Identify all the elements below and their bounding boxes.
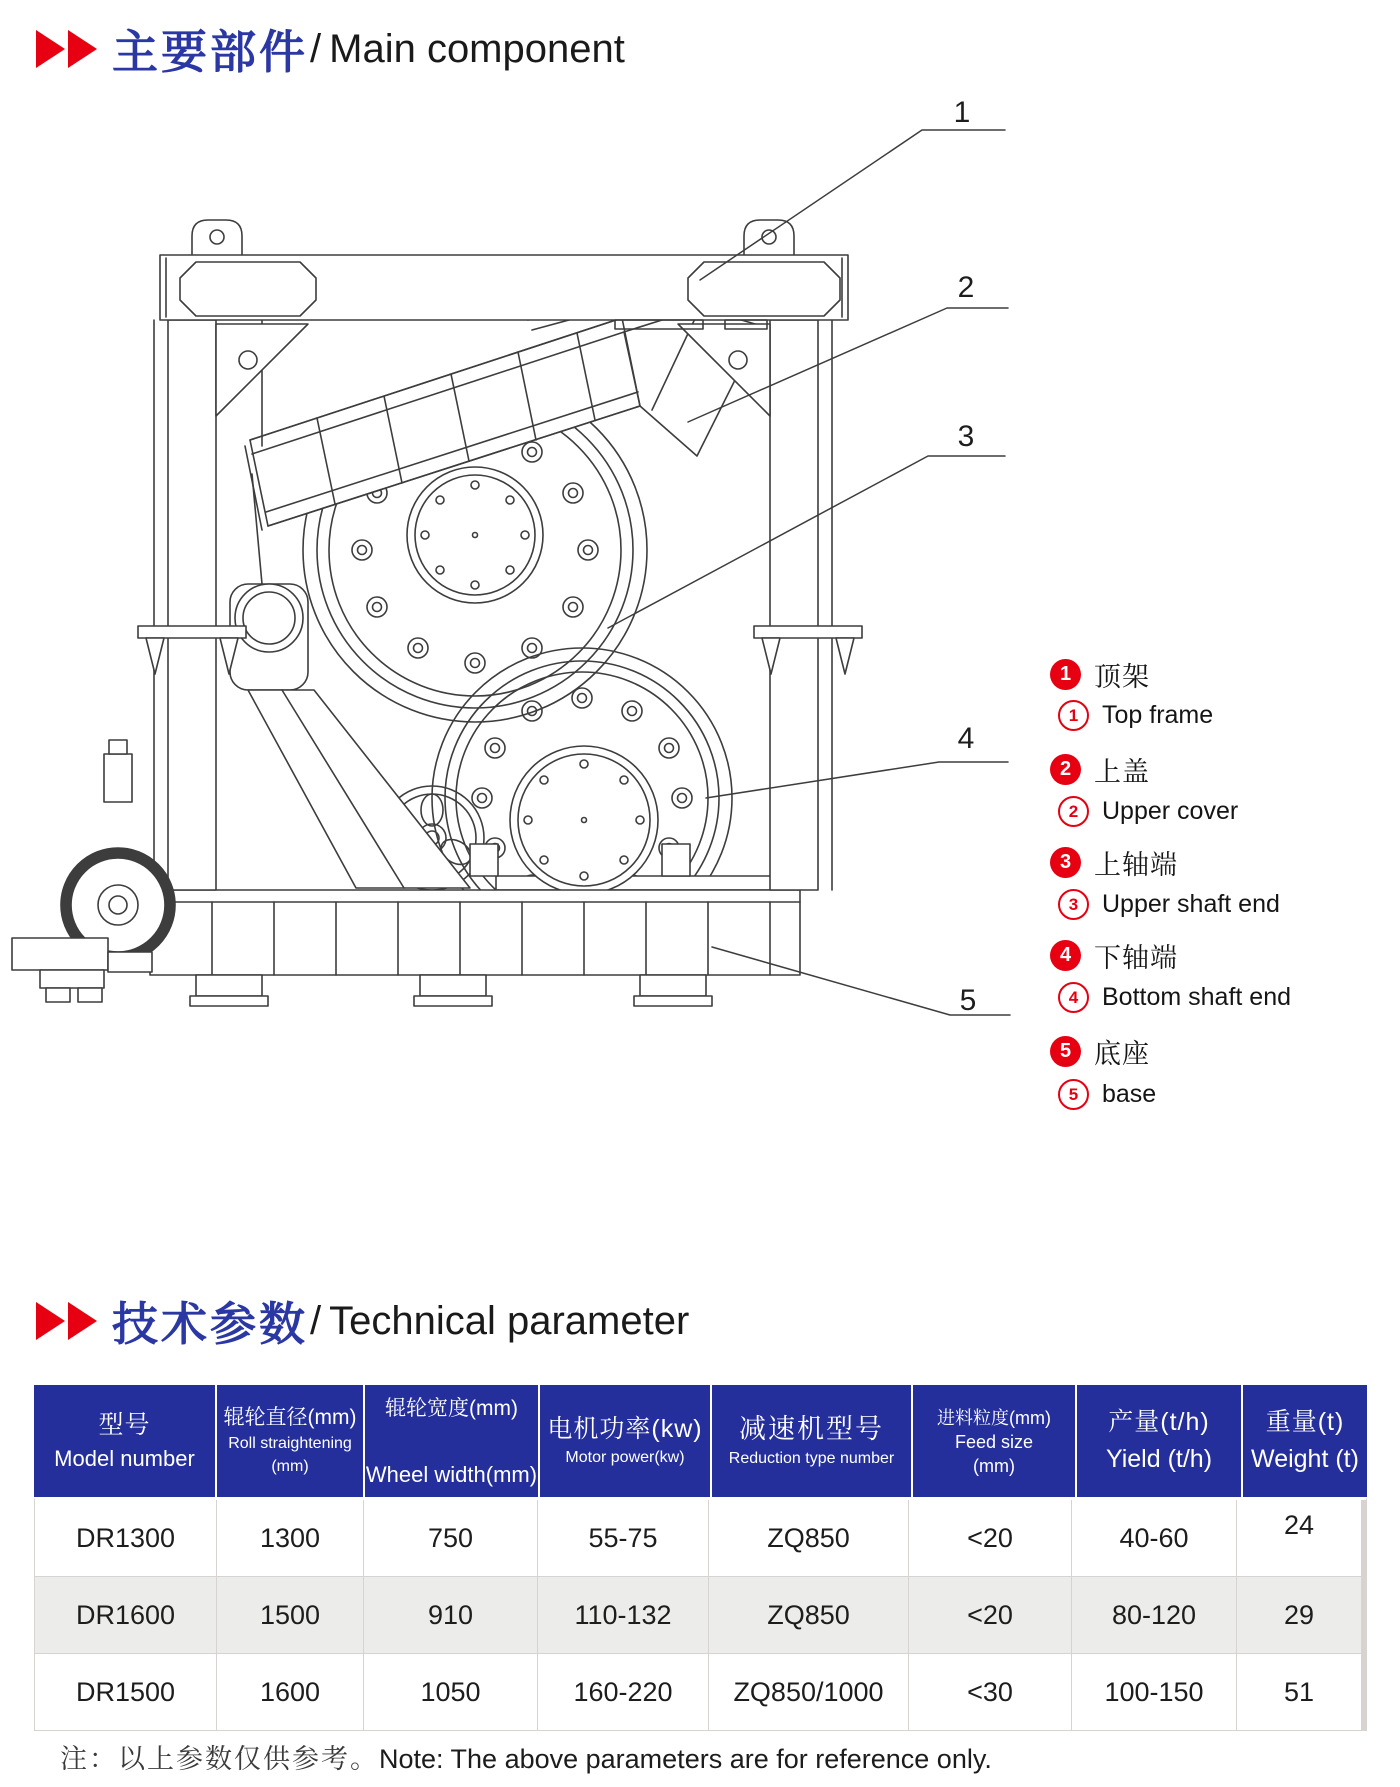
- title-slash: /: [310, 26, 322, 71]
- legend-item-en: 1 Top frame: [1058, 700, 1213, 731]
- legend-item-en: 3 Upper shaft end: [1058, 889, 1280, 920]
- table-cell: <20: [909, 1577, 1071, 1653]
- callout-number-1: 1: [953, 96, 971, 129]
- legend-item-cn: 3 上轴端: [1050, 843, 1178, 882]
- base: [150, 890, 800, 1006]
- callout-numbers: [954, 96, 977, 1017]
- table-cell: 40-60: [1072, 1500, 1236, 1576]
- legend-bullet-icon: 2: [1050, 754, 1081, 785]
- note-en: Note: The above parameters are for reference only.: [379, 1744, 992, 1774]
- col-header-feed-size: 进料粒度(mm) Feed size (mm): [913, 1385, 1075, 1497]
- technical-parameter-table: [34, 1385, 1367, 1731]
- legend-ring-icon: 5: [1058, 1079, 1089, 1110]
- legend-ring-icon: 3: [1058, 889, 1089, 920]
- col-header-yield: 产量(t/h) Yield (t/h): [1077, 1385, 1241, 1497]
- callout-number-2: 2: [957, 271, 975, 304]
- red-arrow-icon: [68, 1302, 97, 1340]
- section-title-en: Technical parameter: [329, 1298, 690, 1343]
- lower-shaft-flange: [510, 746, 658, 894]
- table-cell: 55-75: [538, 1500, 708, 1576]
- col-header-wheel-width: 辊轮宽度(mm) Wheel width(mm): [365, 1385, 538, 1497]
- table-cell: 910: [364, 1577, 537, 1653]
- legend-ring-icon: 2: [1058, 796, 1089, 827]
- table-cell: 24: [1237, 1500, 1361, 1576]
- legend-item-en: 2 Upper cover: [1058, 796, 1238, 827]
- top-frame: [160, 220, 848, 329]
- table-cell: ZQ850: [709, 1500, 908, 1576]
- callout-number-3: 3: [957, 420, 975, 453]
- legend-item-cn: 2 上盖: [1050, 750, 1150, 789]
- red-arrow-icon: [36, 1302, 65, 1340]
- callout-line-4: [706, 762, 1008, 798]
- legend-bullet-icon: 3: [1050, 847, 1081, 878]
- table-header-row: [34, 1385, 1367, 1497]
- drive-gear: [12, 740, 175, 1002]
- table-cell: <30: [909, 1654, 1071, 1730]
- table-cell: 160-220: [538, 1654, 708, 1730]
- legend-bullet-icon: 1: [1050, 659, 1081, 690]
- col-header-model: 型号 Model number: [34, 1385, 215, 1497]
- legend-ring-icon: 4: [1058, 982, 1089, 1013]
- table-cell: ZQ850: [709, 1577, 908, 1653]
- callout-number-5: 5: [959, 984, 977, 1017]
- table-cell: 51: [1237, 1654, 1361, 1730]
- table-cell: <20: [909, 1500, 1071, 1576]
- legend-bullet-icon: 5: [1050, 1036, 1081, 1067]
- table-cell: 1300: [217, 1500, 363, 1576]
- section-title-cn: 主要部件: [112, 26, 308, 78]
- table-cell: 1600: [217, 1654, 363, 1730]
- table-cell: 750: [364, 1500, 537, 1576]
- table-cell: 100-150: [1072, 1654, 1236, 1730]
- legend-ring-icon: 1: [1058, 700, 1089, 731]
- legend-item-en: 5 base: [1058, 1079, 1156, 1110]
- legend-bullet-icon: 4: [1050, 940, 1081, 971]
- table-cell: 1500: [217, 1577, 363, 1653]
- table-cell: DR1600: [35, 1577, 216, 1653]
- section-title-cn: 技术参数: [112, 1298, 308, 1350]
- technical-parameter-header: [36, 1288, 689, 1354]
- legend-item-en: 4 Bottom shaft end: [1058, 982, 1291, 1013]
- note-cn: 注：以上参数仅供参考。: [60, 1744, 379, 1774]
- title-slash: /: [310, 1298, 322, 1343]
- table-cell: 1050: [364, 1654, 537, 1730]
- table-cell: 80-120: [1072, 1577, 1236, 1653]
- bearing-support: [230, 584, 470, 888]
- col-header-weight: 重量(t) Weight (t): [1243, 1385, 1367, 1497]
- legend-item-cn: 1 顶架: [1050, 655, 1150, 694]
- callout-number-4: 4: [957, 722, 975, 755]
- col-header-reduction-type: 减速机型号 Reduction type number: [712, 1385, 911, 1497]
- table-cell: 110-132: [538, 1577, 708, 1653]
- table-cell: DR1500: [35, 1654, 216, 1730]
- col-header-roll-diameter: 辊轮直径(mm) Roll straightening (mm): [217, 1385, 363, 1497]
- section-title-en: Main component: [329, 26, 625, 71]
- table-cell: 29: [1237, 1577, 1361, 1653]
- legend-item-cn: 4 下轴端: [1050, 936, 1178, 975]
- legend-item-cn: 5 底座: [1050, 1032, 1150, 1071]
- reference-note: [60, 1737, 992, 1776]
- table-cell: ZQ850/1000: [709, 1654, 908, 1730]
- table-body: [34, 1497, 1367, 1731]
- table-cell: DR1300: [35, 1500, 216, 1576]
- col-header-motor-power: 电机功率(kw) Motor power(kw): [540, 1385, 710, 1497]
